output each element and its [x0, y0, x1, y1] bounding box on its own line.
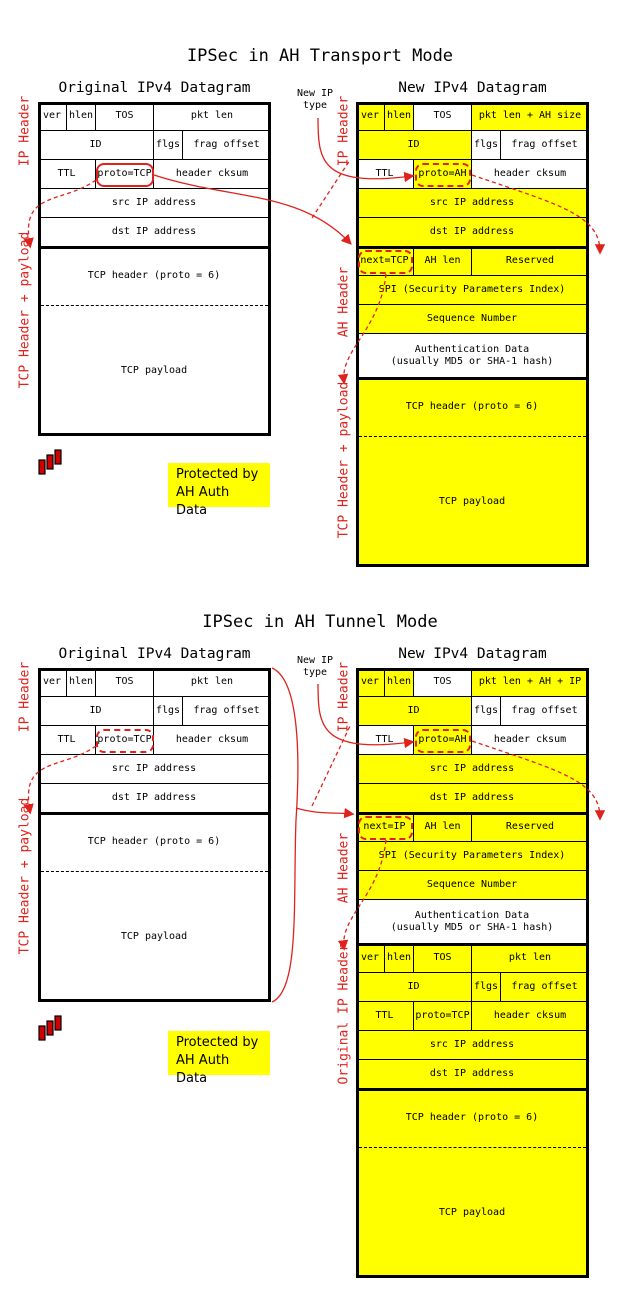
tunnel-new-title: New IPv4 Datagram — [398, 646, 547, 662]
transport-orig-title: Original IPv4 Datagram — [58, 80, 251, 96]
field-frag-offset: frag offset — [183, 131, 271, 160]
field-orig-hlen: hlen — [385, 944, 414, 973]
field-sequence-number: Sequence Number — [356, 871, 589, 900]
auth-data-line2: (usually MD5 or SHA-1 hash) — [390, 355, 554, 367]
field-protocol: proto=TCP — [96, 726, 154, 755]
field-orig-ttl: TTL — [356, 1002, 414, 1031]
field-ver: ver — [356, 668, 385, 697]
field-tcp-header: TCP header (proto = 6) — [38, 247, 271, 305]
auth-data-line1: Authentication Data — [414, 343, 530, 355]
field-orig-protocol: proto=TCP — [414, 1002, 472, 1031]
field-hlen: hlen — [67, 102, 96, 131]
new-type-arrow — [318, 684, 412, 745]
field-orig-header-checksum: header cksum — [472, 1002, 589, 1031]
auth-data-line2: (usually MD5 or SHA-1 hash) — [390, 921, 554, 933]
field-orig-tos: TOS — [414, 944, 472, 973]
field-ah-len: AH len — [414, 813, 472, 842]
field-orig-frag-offset: frag offset — [501, 973, 589, 1002]
legend-line1: Protected by — [176, 467, 259, 482]
tunnel-left-tcp-label: TCP Header + payload — [17, 797, 33, 955]
field-next-header: next=TCP — [356, 247, 414, 276]
legend-line2: AH Auth Data — [176, 485, 230, 518]
ah-to-tcp-dashed-arrow — [344, 274, 386, 382]
field-flags: flgs — [154, 697, 183, 726]
field-orig-dst-ip: dst IP address — [356, 1060, 589, 1089]
transport-note-line2: type — [302, 100, 328, 111]
field-hlen: hlen — [385, 668, 414, 697]
field-tos: TOS — [414, 668, 472, 697]
ip-header-dashed-arrow — [28, 746, 96, 812]
tunnel-orig-title: Original IPv4 Datagram — [58, 646, 251, 662]
field-tcp-payload: TCP payload — [356, 436, 589, 567]
field-dst-ip: dst IP address — [356, 218, 589, 247]
field-hlen: hlen — [385, 102, 414, 131]
payload-dash-link — [312, 160, 350, 218]
new-type-arrow — [318, 118, 412, 179]
proto-move-arrow — [154, 175, 350, 243]
field-reserved: Reserved — [472, 813, 589, 842]
field-tcp-header: TCP header (proto = 6) — [356, 378, 589, 436]
field-src-ip: src IP address — [356, 189, 589, 218]
tunnel-left-ip-label: IP Header — [17, 661, 33, 733]
field-orig-pkt-len: pkt len — [472, 944, 589, 973]
tunnel-encapsulate-arrow — [296, 808, 352, 814]
transport-left-tcp-label: TCP Header + payload — [17, 231, 33, 389]
field-tcp-header: TCP header (proto = 6) — [38, 813, 271, 871]
field-src-ip: src IP address — [38, 755, 271, 784]
auth-data-line1: Authentication Data — [414, 909, 530, 921]
field-ttl: TTL — [356, 726, 414, 755]
field-hlen: hlen — [67, 668, 96, 697]
tunnel-note-line1: New IP — [296, 655, 334, 666]
field-protocol: proto=TCP — [96, 160, 154, 189]
field-pkt-len: pkt len — [154, 102, 271, 131]
field-spi: SPI (Security Parameters Index) — [356, 842, 589, 871]
field-ver: ver — [356, 102, 385, 131]
field-ver: ver — [38, 102, 67, 131]
field-tos: TOS — [96, 102, 154, 131]
transport-right-ah-label: AH Header — [336, 266, 352, 338]
field-spi: SPI (Security Parameters Index) — [356, 276, 589, 305]
field-orig-src-ip: src IP address — [356, 1031, 589, 1060]
field-orig-id: ID — [356, 973, 472, 1002]
field-tcp-payload: TCP payload — [38, 305, 271, 436]
transport-right-tcp-label: TCP Header + payload — [336, 381, 352, 539]
transport-new-title: New IPv4 Datagram — [398, 80, 547, 96]
field-flags: flgs — [472, 131, 501, 160]
field-tcp-payload: TCP payload — [356, 1147, 589, 1278]
field-id: ID — [356, 697, 472, 726]
field-protocol: proto=AH — [414, 726, 472, 755]
payload-dash-link — [312, 726, 350, 806]
field-pkt-len: pkt len + AH size — [472, 102, 589, 131]
field-header-checksum: header cksum — [154, 726, 271, 755]
field-header-checksum: header cksum — [472, 160, 589, 189]
field-ttl: TTL — [356, 160, 414, 189]
field-id: ID — [356, 131, 472, 160]
field-id: ID — [38, 131, 154, 160]
field-dst-ip: dst IP address — [38, 784, 271, 813]
field-ah-len: AH len — [414, 247, 472, 276]
ip-header-dashed-arrow — [28, 180, 96, 246]
field-orig-ver: ver — [356, 944, 385, 973]
transport-left-ip-label: IP Header — [17, 95, 33, 167]
tunnel-right-ah-label: AH Header — [336, 832, 352, 904]
field-tos: TOS — [414, 102, 472, 131]
field-pkt-len: pkt len + AH + IP — [472, 668, 589, 697]
field-flags: flgs — [154, 131, 183, 160]
field-src-ip: src IP address — [38, 189, 271, 218]
ah-to-orig-ip-dashed-arrow — [344, 840, 386, 948]
field-frag-offset: frag offset — [501, 697, 589, 726]
field-flags: flgs — [472, 697, 501, 726]
field-id: ID — [38, 697, 154, 726]
field-header-checksum: header cksum — [472, 726, 589, 755]
field-ver: ver — [38, 668, 67, 697]
field-src-ip: src IP address — [356, 755, 589, 784]
field-pkt-len: pkt len — [154, 668, 271, 697]
transport-title: IPSec in AH Transport Mode — [186, 46, 454, 66]
transport-right-ip-label: IP Header — [336, 95, 352, 167]
tunnel-note-line2: type — [302, 667, 328, 678]
field-next-header: next=IP — [356, 813, 414, 842]
field-orig-flags: flgs — [472, 973, 501, 1002]
ip-to-ah-dashed-arrow — [472, 175, 600, 252]
tunnel-right-ip-label: IP Header — [336, 661, 352, 733]
field-tos: TOS — [96, 668, 154, 697]
field-ttl: TTL — [38, 726, 96, 755]
field-reserved: Reserved — [472, 247, 589, 276]
tunnel-title: IPSec in AH Tunnel Mode — [202, 612, 438, 632]
legend-line1: Protected by — [176, 1035, 259, 1050]
field-protocol: proto=AH — [414, 160, 472, 189]
tunnel-right-orig-ip-label: Original IP Header — [336, 943, 352, 1085]
tunnel-wrap-curve — [272, 668, 298, 1002]
transport-note-line1: New IP — [296, 88, 334, 99]
field-frag-offset: frag offset — [501, 131, 589, 160]
field-sequence-number: Sequence Number — [356, 305, 589, 334]
field-tcp-header: TCP header (proto = 6) — [356, 1089, 589, 1147]
field-ttl: TTL — [38, 160, 96, 189]
field-header-checksum: header cksum — [154, 160, 271, 189]
field-frag-offset: frag offset — [183, 697, 271, 726]
field-dst-ip: dst IP address — [356, 784, 589, 813]
ip-to-ah-dashed-arrow — [472, 741, 600, 818]
legend-line2: AH Auth Data — [176, 1053, 230, 1086]
field-dst-ip: dst IP address — [38, 218, 271, 247]
field-tcp-payload: TCP payload — [38, 871, 271, 1002]
